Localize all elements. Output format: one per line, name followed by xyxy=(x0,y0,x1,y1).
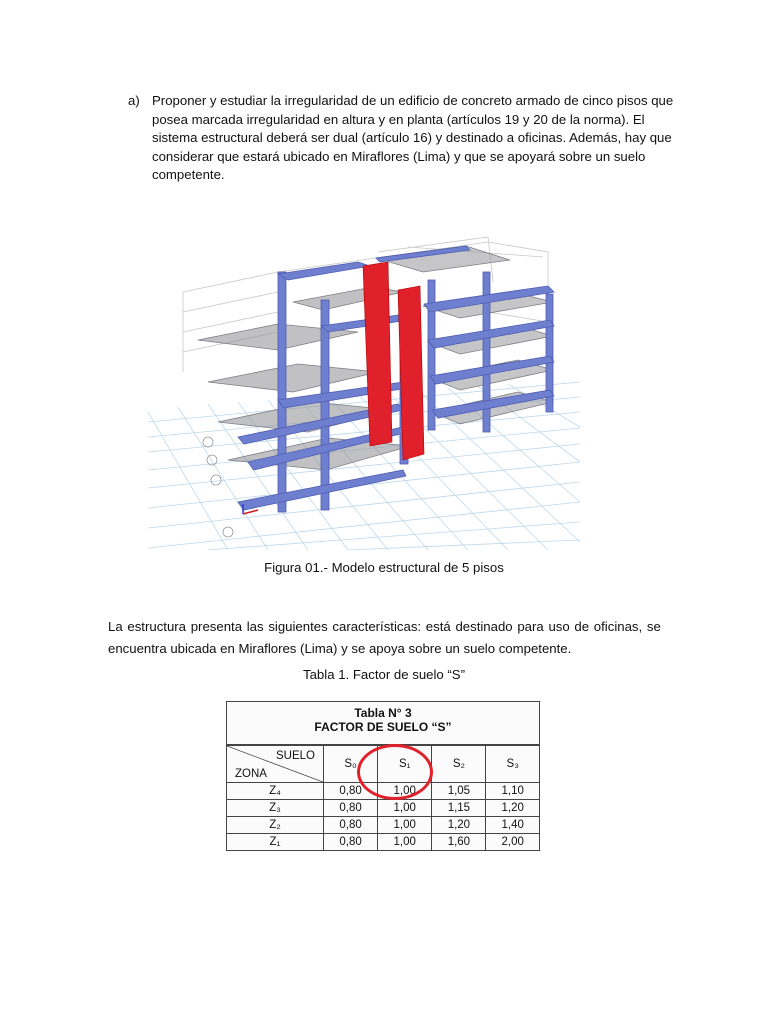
word: de xyxy=(574,619,590,634)
word: destinado xyxy=(455,619,513,634)
building-model-image xyxy=(148,232,580,550)
value-cell: 1,40 xyxy=(486,817,539,834)
word: uso xyxy=(548,619,570,634)
paragraph-line-1 xyxy=(108,616,661,638)
word: presenta xyxy=(190,619,243,634)
corner-cell xyxy=(227,746,324,783)
question-marker: a) xyxy=(128,93,140,108)
value-cell: 1,00 xyxy=(378,800,432,817)
zone-cell: Z₃ xyxy=(227,800,324,817)
suelo-label: SUELO xyxy=(276,750,315,762)
question-line: sistema estructural deberá ser dual (artículo 16) y destinado a oficinas. Además, hay que xyxy=(152,130,672,146)
word: las xyxy=(246,619,264,634)
zone-cell: Z₄ xyxy=(227,783,324,800)
value-cell: 1,20 xyxy=(486,800,539,817)
value-cell: 1,10 xyxy=(486,783,539,800)
value-cell: 1,15 xyxy=(432,800,486,817)
column-header: S₃ xyxy=(486,746,539,783)
table-row xyxy=(227,834,539,851)
value-cell: 1,00 xyxy=(378,817,432,834)
table-subtitle: FACTOR DE SUELO “S” xyxy=(314,720,452,734)
value-cell: 1,05 xyxy=(432,783,486,800)
value-cell: 2,00 xyxy=(486,834,539,851)
word: estructura xyxy=(127,619,187,634)
word: características: xyxy=(332,619,422,634)
table-caption: Tabla 1. Factor de suelo “S” xyxy=(303,667,465,682)
word: se xyxy=(646,619,661,634)
highlight-circle xyxy=(357,744,433,800)
column-header: S₁ xyxy=(378,746,432,783)
word: La xyxy=(108,619,123,634)
figure-caption: Figura 01.- Modelo estructural de 5 pisos xyxy=(264,560,504,575)
value-cell: 0,80 xyxy=(324,800,378,817)
table-row xyxy=(227,817,539,834)
value-cell: 1,00 xyxy=(378,783,432,800)
question-line: Proponer y estudiar la irregularidad de un edificio de concreto armado de cinco pisos que xyxy=(152,93,674,108)
zone-cell: Z₂ xyxy=(227,817,324,834)
word: para xyxy=(517,619,544,634)
question-line: considerar que estará ubicado en Miraflores (Lima) y que se apoyará sobre un suelo xyxy=(152,148,646,164)
word: está xyxy=(425,619,451,634)
table-title: Tabla N° 3 xyxy=(354,706,412,720)
table-header xyxy=(227,702,539,745)
value-cell: 1,00 xyxy=(378,834,432,851)
zona-label: ZONA xyxy=(235,768,267,780)
value-cell: 1,20 xyxy=(432,817,486,834)
word: siguientes xyxy=(268,619,328,634)
word: oficinas, xyxy=(593,619,643,634)
column-header: S₂ xyxy=(432,746,486,783)
question-text xyxy=(152,92,674,185)
description-paragraph xyxy=(108,616,661,660)
value-cell: 0,80 xyxy=(324,817,378,834)
structural-model-figure xyxy=(148,232,580,550)
zone-cell: Z₁ xyxy=(227,834,324,851)
question-line: posea marcada irregularidad en altura y en planta (artículos 19 y 20 de la norma). El xyxy=(152,111,645,127)
table-row xyxy=(227,800,539,817)
question-line: competente. xyxy=(152,167,225,183)
value-cell: 1,60 xyxy=(432,834,486,851)
value-cell: 0,80 xyxy=(324,783,378,800)
paragraph-line-2: encuentra ubicada en Miraflores (Lima) y se apoya sobre un suelo competente. xyxy=(108,641,572,656)
value-cell: 0,80 xyxy=(324,834,378,851)
column-header: S₀ xyxy=(324,746,378,783)
